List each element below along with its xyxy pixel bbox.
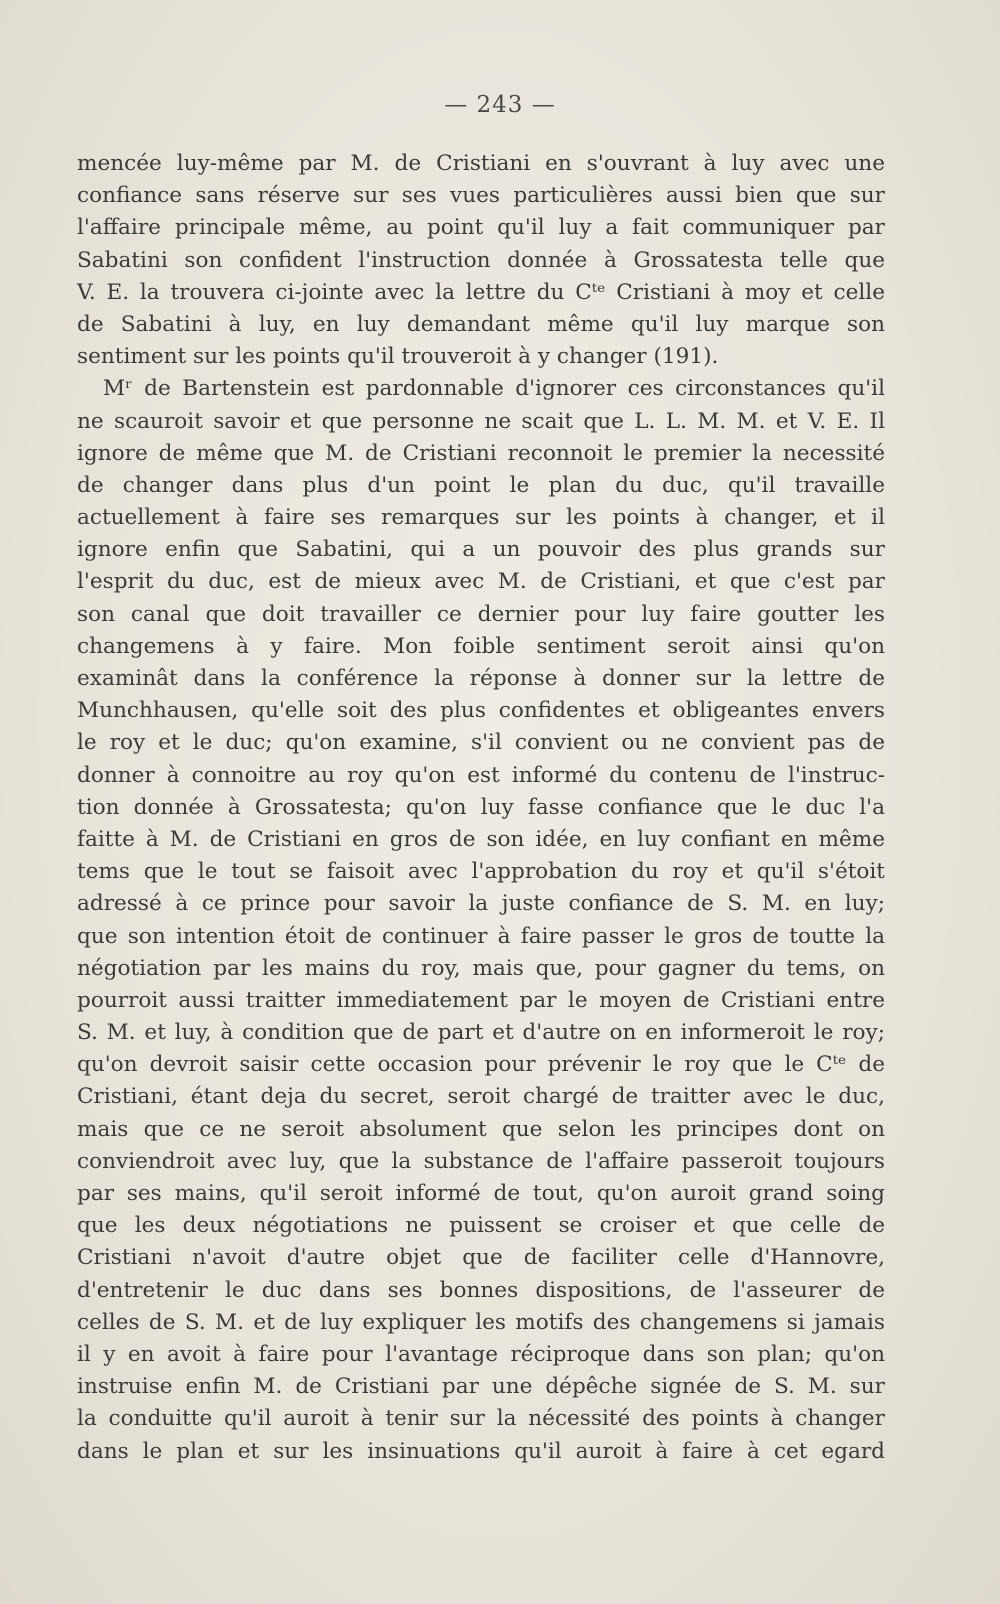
text-line: confiance sans réserve sur ses vues particulières aussi bien que sur: [77, 183, 885, 209]
text-line: S. M. et luy, à condition que de part et d'autre on en informeroit le roy;: [77, 1020, 885, 1046]
text-line: l'affaire principale même, au point qu'il luy a fait communiquer par: [77, 215, 885, 241]
text-line: la conduitte qu'il auroit à tenir sur la nécessité des points à changer: [77, 1406, 885, 1432]
text-line: instruise enfin M. de Cristiani par une dépêche signée de S. M. sur: [77, 1374, 885, 1400]
text-line: adressé à ce prince pour savoir la juste confiance de S. M. en luy;: [77, 891, 885, 917]
text-line: V. E. la trouvera ci-jointe avec la lettre du Cᵗᵉ Cristiani à moy et celle: [77, 279, 885, 305]
text-line: donner à connoitre au roy qu'on est informé du contenu de l'instruc-: [77, 762, 885, 788]
text-line: ne scauroit savoir et que personne ne scait que L. L. M. M. et V. E. Il: [77, 408, 885, 434]
text-line: il y en avoit à faire pour l'avantage réciproque dans son plan; qu'on: [77, 1341, 885, 1367]
text-line: changemens à y faire. Mon foible sentiment seroit ainsi qu'on: [77, 633, 885, 659]
text-line: le roy et le duc; qu'on examine, s'il convient ou ne convient pas de: [77, 730, 885, 756]
text-line: pourroit aussi traitter immediatement par le moyen de Cristiani entre: [77, 987, 885, 1013]
text-line: qu'on devroit saisir cette occasion pour prévenir le roy que le Cᵗᵉ de: [77, 1052, 885, 1078]
text-line: par ses mains, qu'il seroit informé de tout, qu'on auroit grand soing: [77, 1181, 885, 1206]
text-line: Munchhausen, qu'elle soit des plus confidentes et obligeantes envers: [77, 698, 885, 724]
text-line: Cristiani, étant deja du secret, seroit chargé de traitter avec le duc,: [77, 1084, 885, 1110]
text-line: faitte à M. de Cristiani en gros de son idée, en luy confiant en même: [77, 826, 885, 852]
text-line: ignore enfin que Sabatini, qui a un pouvoir des plus grands sur: [77, 537, 885, 563]
text-line: que son intention étoit de continuer à faire passer le gros de toutte la: [77, 923, 885, 949]
text-line: Mʳ de Bartenstein est pardonnable d'ignorer ces circonstances qu'il: [103, 376, 885, 402]
text-line: négotiation par les mains du roy, mais que, pour gagner du tems, on: [77, 955, 885, 981]
body-text: [77, 148, 885, 1468]
text-line: de changer dans plus d'un point le plan du duc, qu'il travaille: [77, 472, 885, 498]
page-number: — 243 —: [444, 92, 556, 118]
text-line: que les deux négotiations ne puissent se croiser et que celle de: [77, 1213, 885, 1239]
text-line: Sabatini son confident l'instruction donnée à Grossatesta telle que: [77, 247, 885, 273]
text-line: Cristiani n'avoit d'autre objet que de faciliter celle d'Hannovre,: [77, 1245, 885, 1271]
text-line: examinât dans la conférence la réponse à donner sur la lettre de: [77, 666, 885, 691]
text-line: de Sabatini à luy, en luy demandant même qu'il luy marque son: [77, 311, 885, 337]
text-line: mencée luy-même par M. de Cristiani en s'ouvrant à luy avec une: [77, 151, 885, 176]
text-line: son canal que doit travailler ce dernier pour luy faire goutter les: [77, 601, 885, 627]
text-line: l'esprit du duc, est de mieux avec M. de Cristiani, et que c'est par: [77, 569, 885, 595]
text-line: tion donnée à Grossatesta; qu'on luy fasse confiance que le duc l'a: [77, 794, 885, 820]
text-line: actuellement à faire ses remarques sur les points à changer, et il: [77, 505, 885, 531]
text-line: d'entretenir le duc dans ses bonnes dispositions, de l'asseurer de: [77, 1277, 885, 1303]
text-line: mais que ce ne seroit absolument que selon les principes dont on: [77, 1116, 885, 1142]
text-line: dans le plan et sur les insinuations qu'il auroit à faire à cet egard: [77, 1438, 885, 1464]
text-line: tems que le tout se faisoit avec l'approbation du roy et qu'il s'étoit: [77, 859, 885, 885]
text-line: sentiment sur les points qu'il trouveroit à y changer (191).: [77, 344, 719, 370]
text-line: ignore de même que M. de Cristiani reconnoit le premier la necessité: [77, 440, 885, 466]
text-line: celles de S. M. et de luy expliquer les motifs des changemens si jamais: [77, 1309, 885, 1335]
text-line: conviendroit avec luy, que la substance de l'affaire passeroit toujours: [77, 1148, 885, 1174]
